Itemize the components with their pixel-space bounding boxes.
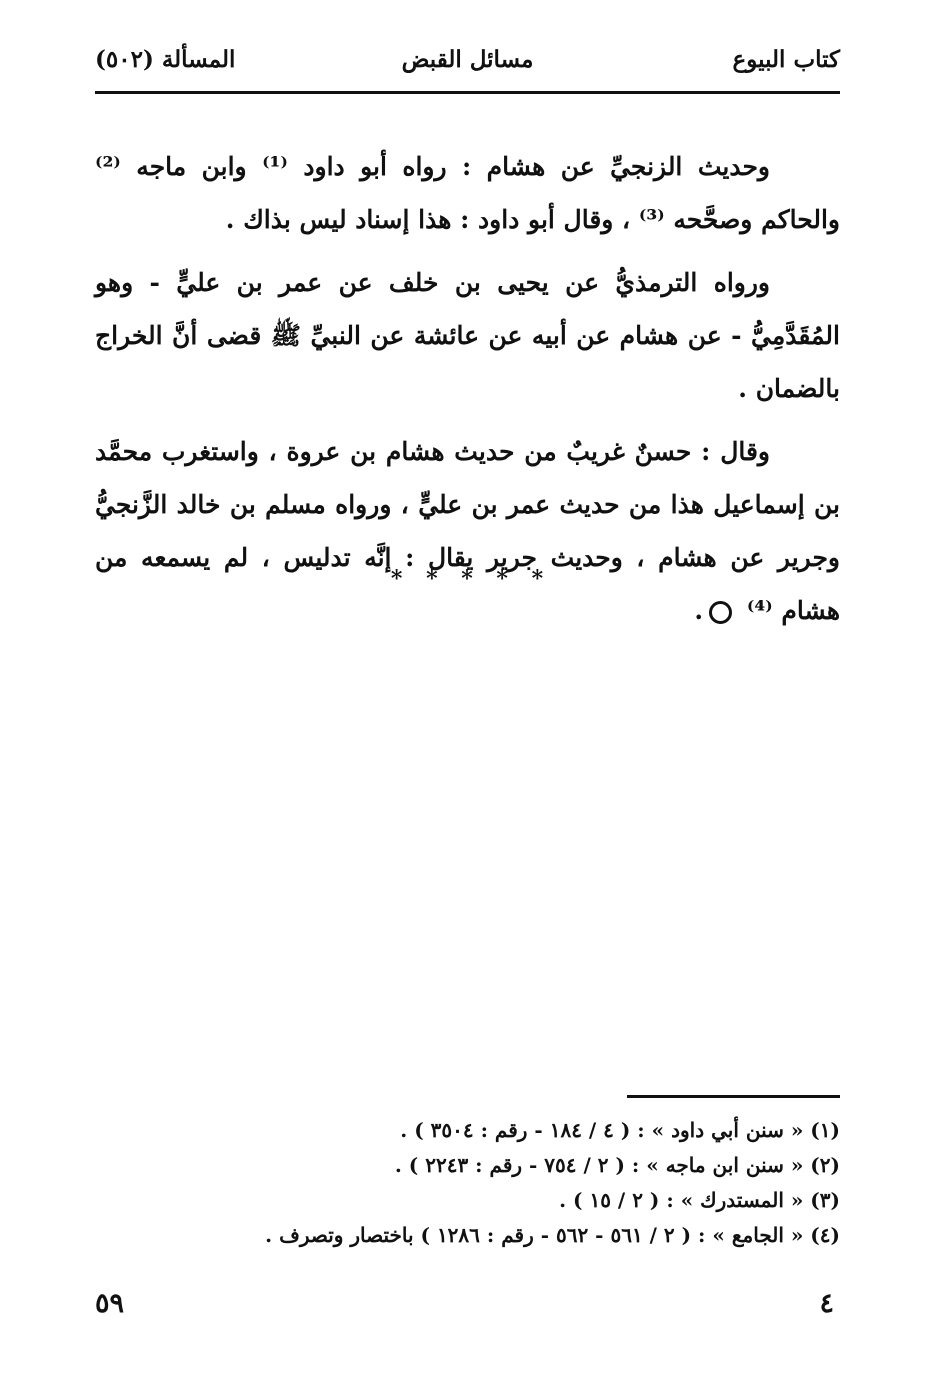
paragraph-3-text: وقال : حسنٌ غريبٌ من حديث هشام بن عروة ، واستغرب محمَّد بن إسماعيل هذا من حديث عمر بن عليٍّ ، ورواه مسلم بن خالد الزَّنجيُّ وجرير عن هشام ، وحديث جرير يقال : إنَّه تدليس ، لم يسمعه من هشام ⁽⁴⁾ — [95, 437, 840, 625]
page-number: ٥٩ — [95, 1288, 125, 1319]
issue-number: المسألة (٥٠٢) — [95, 46, 236, 73]
footnote-4: (٤) « الجامع » : ( ٢ / ٥٦١ - ٥٦٢ - رقم : ١٢٨٦ ) باختصار وتصرف . — [265, 1223, 840, 1247]
section-separator: * * * * * — [390, 566, 552, 592]
book-title: كتاب البيوع — [732, 46, 840, 73]
end-punctuation: . — [694, 596, 704, 625]
volume-number: ٤ — [819, 1288, 834, 1319]
running-header — [95, 46, 840, 86]
paragraph-2: ورواه الترمذيُّ عن يحيى بن خلف عن عمر بن عليٍّ - وهو المُقَدَّمِيُّ - عن هشام عن أبيه عن عائشة عن النبيِّ ﷺ قضى أنَّ الخراج بالضمان . — [95, 268, 840, 403]
footnote-1: (١) « سنن أبي داود » : ( ٤ / ١٨٤ - رقم : ٣٥٠٤ ) . — [400, 1118, 840, 1142]
paragraph-1: وحديث الزنجيِّ عن هشام : رواه أبو داود ⁽¹⁾ وابن ماجه ⁽²⁾ والحاكم وصحَّحه ⁽³⁾ ، وقال أبو داود : هذا إسناد ليس بذاك . — [95, 152, 840, 234]
footnote-2: (٢) « سنن ابن ماجه » : ( ٢ / ٧٥٤ - رقم : ٢٢٤٣ ) . — [394, 1153, 840, 1177]
page-footer — [95, 1288, 840, 1328]
header-rule — [95, 91, 840, 94]
end-of-issue-circle-icon — [709, 601, 732, 624]
chapter-title: مسائل القبض — [401, 46, 534, 73]
paragraph-3 — [95, 425, 840, 637]
footnotes — [95, 1113, 840, 1253]
footnote-rule — [627, 1095, 840, 1098]
footnote-3: (٣) « المستدرك » : ( ٢ / ١٥ ) . — [559, 1188, 840, 1212]
